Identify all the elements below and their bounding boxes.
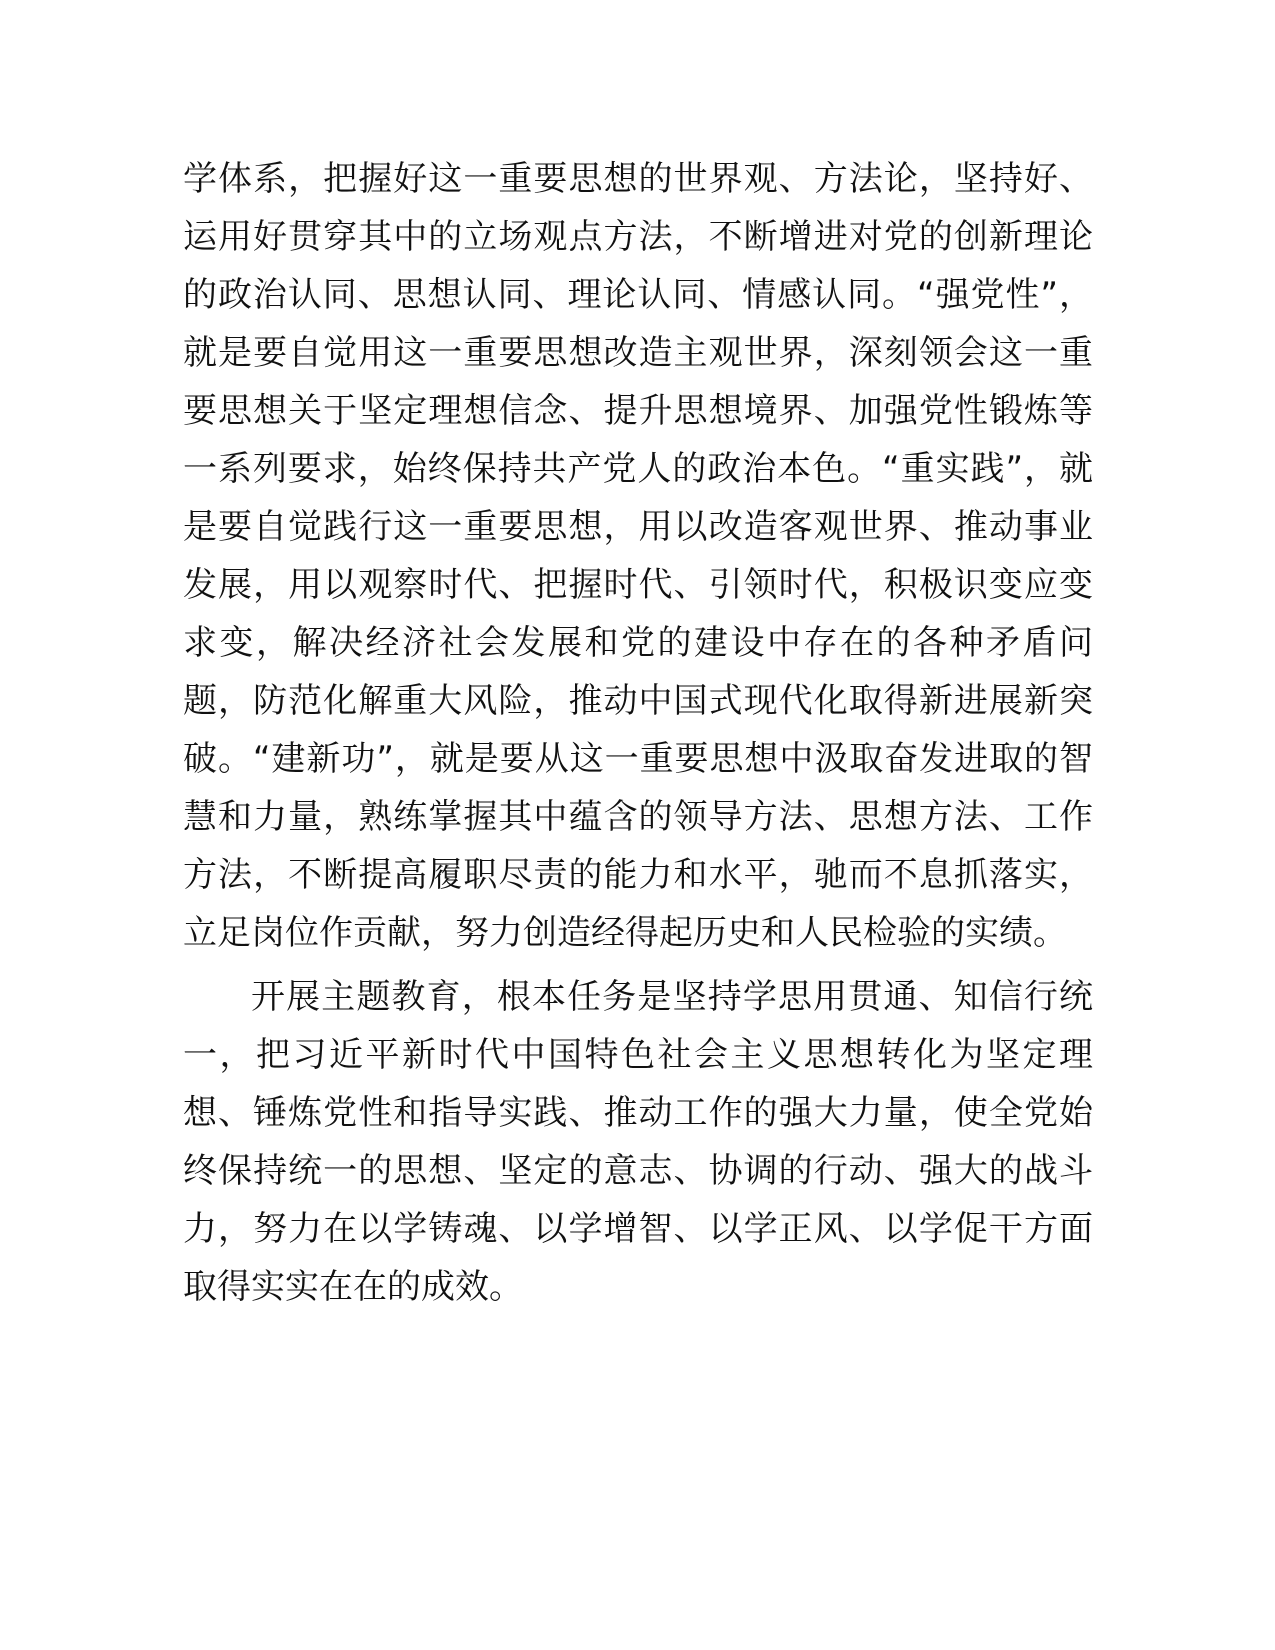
document-body	[183, 150, 1093, 1316]
paragraph-main-task: 开展主题教育，根本任务是坚持学思用贯通、知信行统一，把习近平新时代中国特色社会主义思想转化为坚定理想、锤炼党性和指导实践、推动工作的强大力量，使全党始终保持统一的思想、坚定的意志、协调的行动、强大的战斗力，努力在以学铸魂、以学增智、以学正风、以学促干方面取得实实在在的成效。	[183, 977, 1093, 1307]
paragraph-continuation: 学体系，把握好这一重要思想的世界观、方法论，坚持好、运用好贯穿其中的立场观点方法，不断增进对党的创新理论的政治认同、思想认同、理论认同、情感认同。“强党性”，就是要自觉用这一重要思想改造主观世界，深刻领会这一重要思想关于坚定理想信念、提升思想境界、加强党性锻炼等一系列要求，始终保持共产党人的政治本色。“重实践”，就是要自觉践行这一重要思想，用以改造客观世界、推动事业发展，用以观察时代、把握时代、引领时代，积极识变应变求变，解决经济社会发展和党的建设中存在的各种矛盾问题，防范化解重大风险，推动中国式现代化取得新进展新突破。“建新功”，就是要从这一重要思想中汲取奋发进取的智慧和力量，熟练掌握其中蕴含的领导方法、思想方法、工作方法，不断提高履职尽责的能力和水平，驰而不息抓落实，立足岗位作贡献，努力创造经得起历史和人民检验的实绩。	[183, 159, 1093, 953]
